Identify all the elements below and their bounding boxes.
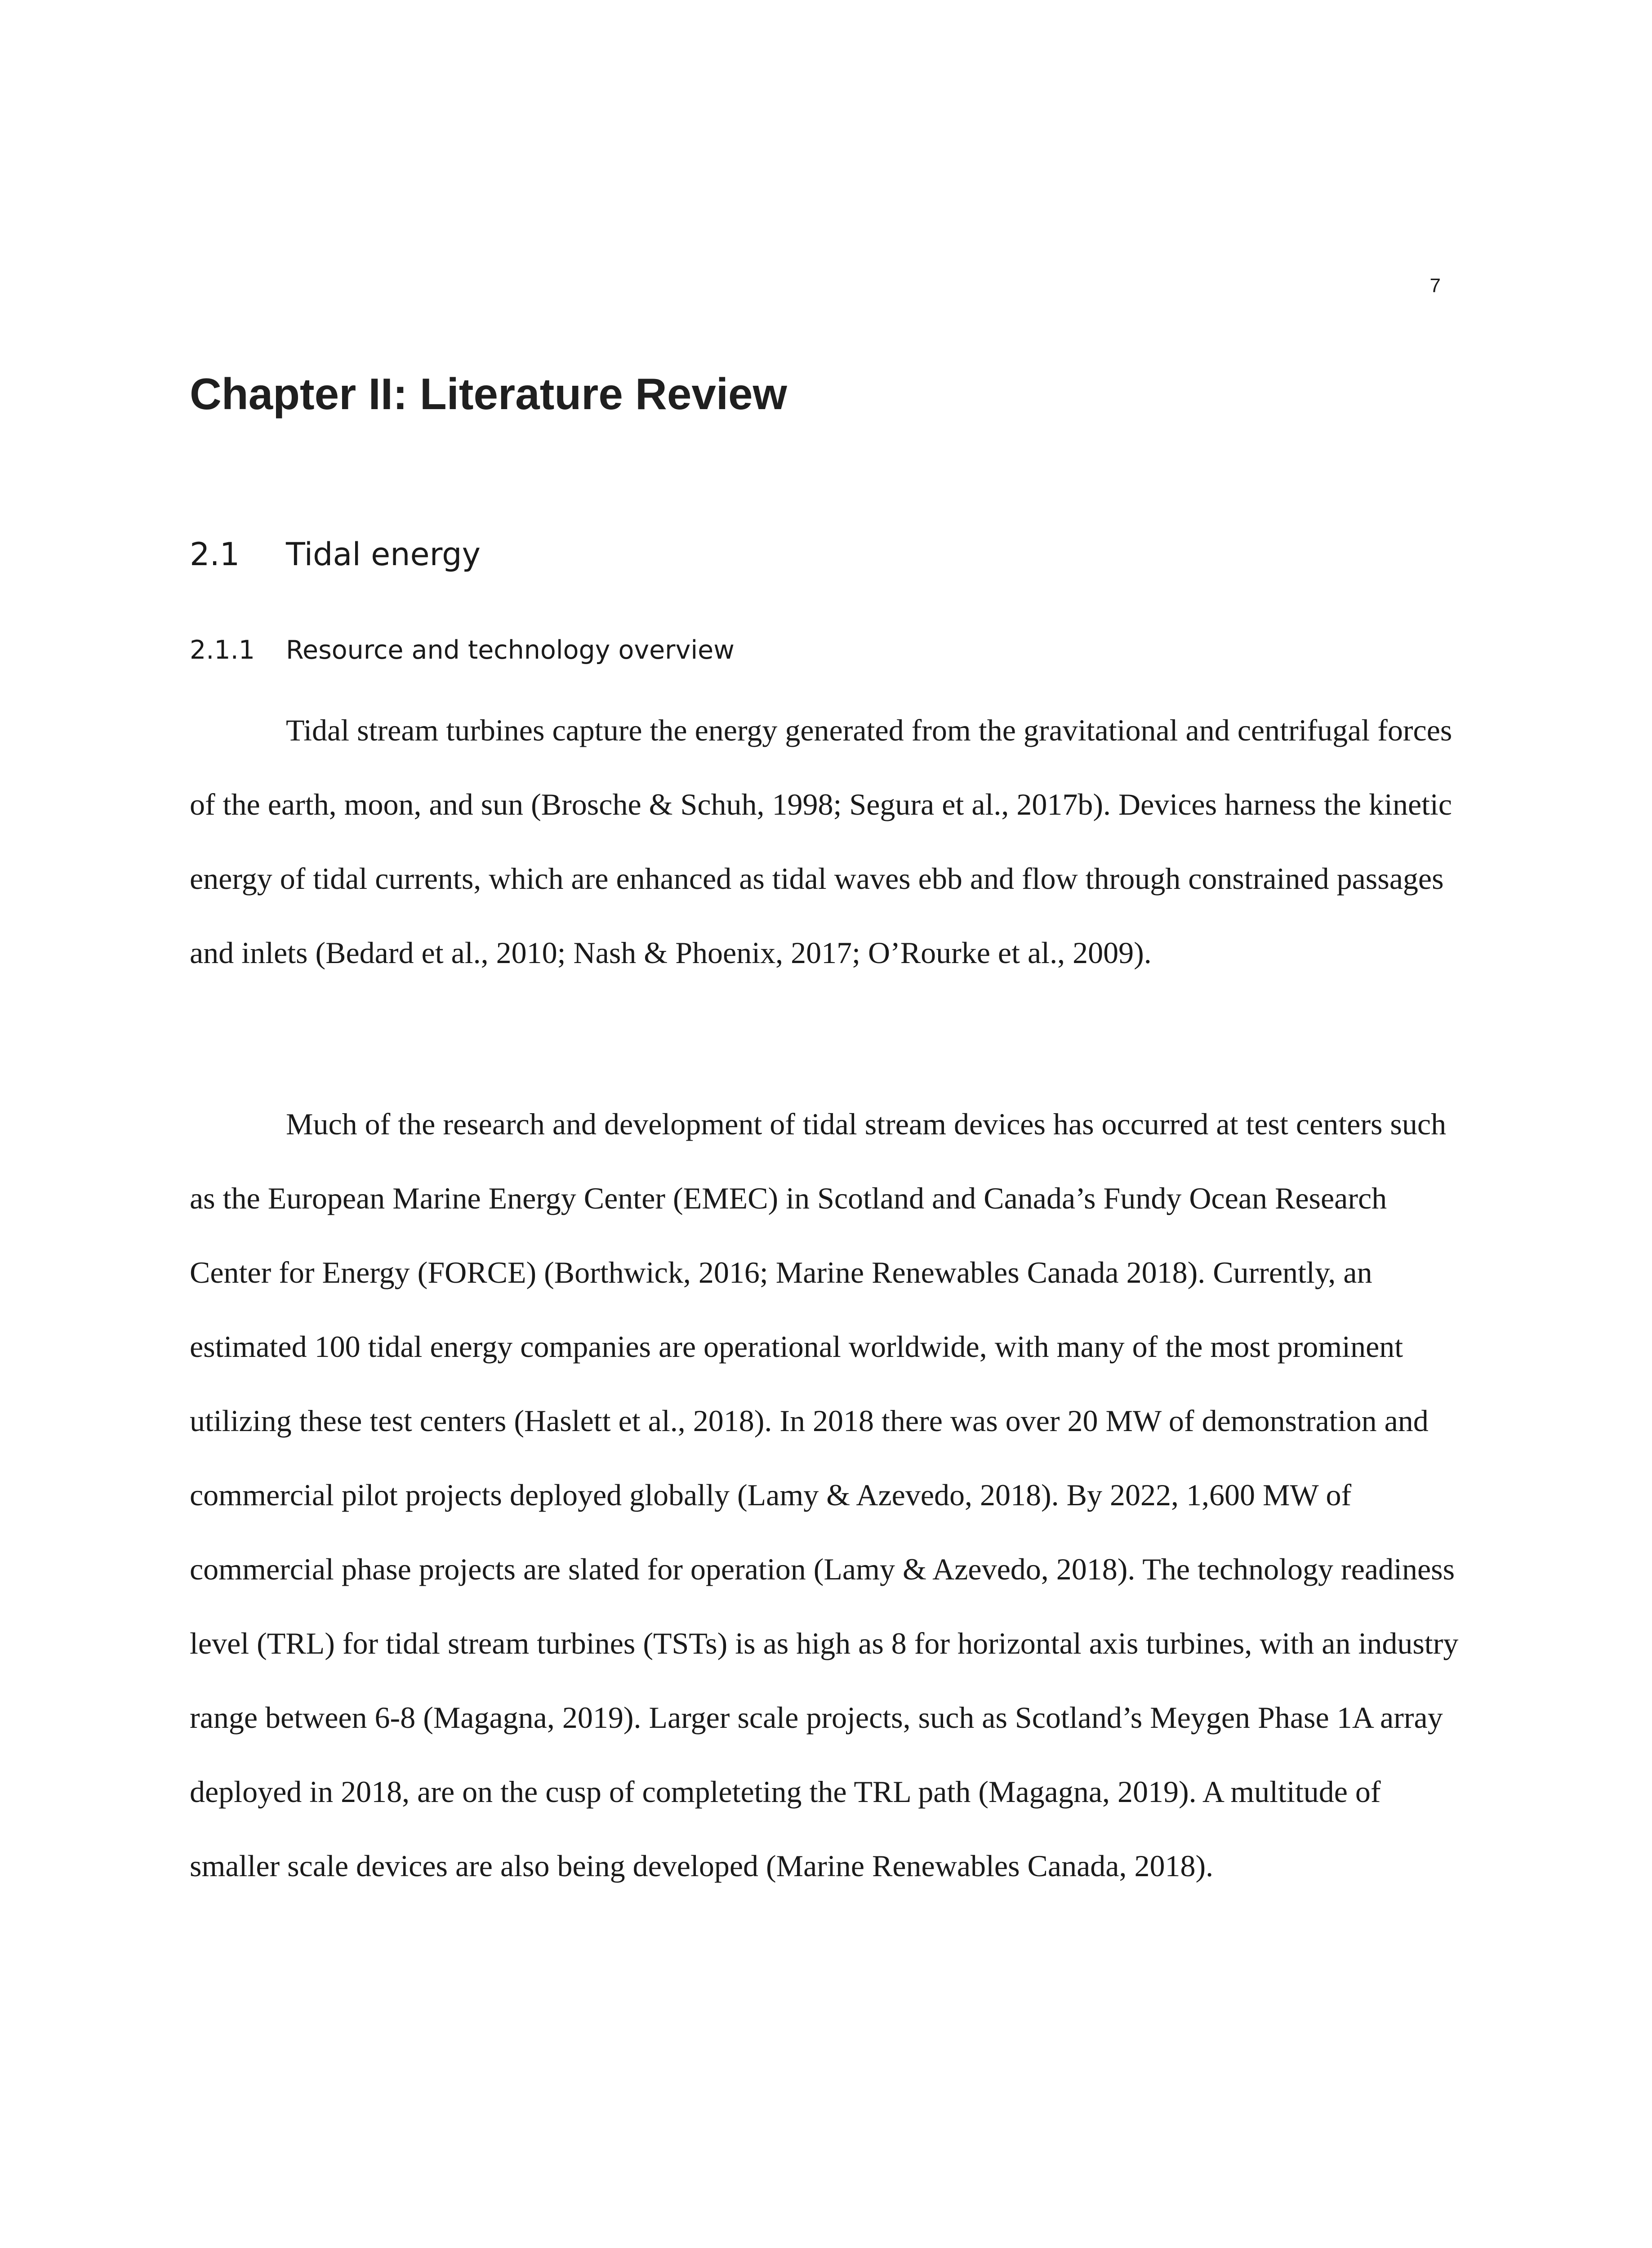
- section-heading: [190, 535, 481, 573]
- subsection-number: 2.1.1: [190, 635, 255, 665]
- subsection-heading: [190, 635, 735, 665]
- section-number: 2.1: [190, 536, 240, 573]
- body-paragraph-1: Tidal stream turbines capture the energy generated from the gravitational and centrifugal forces of the earth, moon, and sun (Brosche & Schuh, 1998; Segura et al., 2017b). Devices harness the kinetic energy of tidal currents, which are enhanced as tidal waves ebb and flow through constrained passages and inlets (Bedard et al., 2010; Nash & Phoenix, 2017; O’Rourke et al., 2009).: [190, 713, 1452, 970]
- chapter-title: Chapter II: Literature Review: [190, 369, 787, 419]
- page-number: 7: [1429, 275, 1441, 297]
- subsection-title: Resource and technology overview: [286, 635, 735, 665]
- section-title: Tidal energy: [286, 536, 481, 573]
- body-paragraph-2: Much of the research and development of tidal stream devices has occurred at test centers such as the European Marine Energy Center (EMEC) in Scotland and Canada’s Fundy Ocean Research Center for Energy (FORCE) (Borthwick, 2016; Marine Renewables Canada 2018). Currently, an estimated 100 tidal energy companies are operational worldwide, with many of the most prominent utilizing these test centers (Haslett et al., 2018). In 2018 there was over 20 MW of demonstration and commercial pilot projects deployed globally (Lamy & Azevedo, 2018). By 2022, 1,600 MW of commercial phase projects are slated for operation (Lamy & Azevedo, 2018). The technology readiness level (TRL) for tidal stream turbines (TSTs) is as high as 8 for horizontal axis turbines, with an industry range between 6-8 (Magagna, 2019). Larger scale projects, such as Scotland’s Meygen Phase 1A array deployed in 2018, are on the cusp of completeting the TRL path (Magagna, 2019). A multitude of smaller scale devices are also being developed (Marine Renewables Canada, 2018).: [190, 1107, 1459, 1883]
